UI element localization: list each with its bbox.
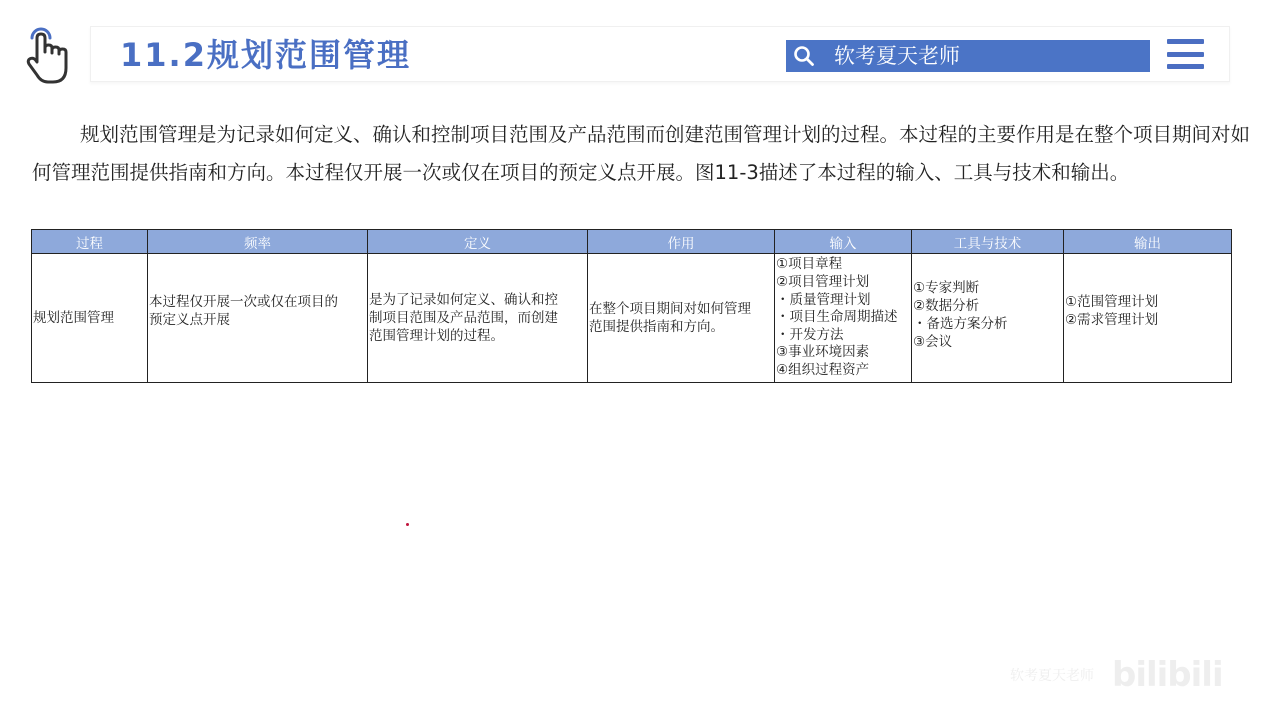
cell-text: 预定义点开展: [149, 312, 230, 328]
column-header-process: 过程: [32, 230, 148, 254]
column-header-frequency: 频率: [148, 230, 368, 254]
search-box[interactable]: [786, 40, 1150, 72]
cell-text: 范围提供指南和方向。: [589, 319, 724, 335]
pointing-hand-icon: [22, 24, 74, 86]
list-item: ①项目章程: [776, 256, 843, 273]
process-table: [31, 229, 1232, 383]
search-icon[interactable]: [792, 44, 816, 68]
column-header-definition: 定义: [368, 230, 588, 254]
menu-bar: [1167, 64, 1204, 69]
list-item: ②数据分析: [913, 298, 980, 314]
cell-definition: [368, 254, 588, 383]
cell-process: [32, 254, 148, 383]
table-row: [32, 254, 1232, 383]
table-header-row: [32, 230, 1232, 254]
cell-text: 是为了记录如何定义、确认和控: [369, 292, 558, 308]
cell-text: 本过程仅开展一次或仅在项目的: [149, 294, 338, 310]
watermark: [1010, 655, 1223, 695]
cell-outputs: [1064, 254, 1232, 383]
column-header-outputs: 输出: [1064, 230, 1232, 254]
bilibili-logo-icon: bilibili: [1112, 655, 1223, 695]
cell-text: 范围管理计划的过程。: [369, 328, 504, 344]
column-header-purpose: 作用: [588, 230, 775, 254]
list-item: ③会议: [913, 334, 953, 350]
cell-text: 在整个项目期间对如何管理: [589, 301, 751, 317]
list-item: ・开发方法: [776, 326, 844, 343]
search-text: 软考夏天老师: [834, 44, 960, 68]
list-item: ・质量管理计划: [776, 291, 871, 308]
list-item: ・备选方案分析: [913, 316, 1008, 332]
page-title: 11.2规划范围管理: [120, 36, 411, 74]
cell-inputs: [775, 254, 912, 383]
watermark-text: 软考夏天老师: [1010, 668, 1094, 684]
menu-bar: [1167, 52, 1204, 57]
list-item: ④组织过程资产: [776, 361, 870, 378]
list-item: ②项目管理计划: [776, 274, 870, 291]
cursor-dot: [406, 523, 409, 526]
list-item: ①专家判断: [913, 280, 980, 296]
list-item: ①范围管理计划: [1065, 294, 1159, 310]
list-item: ②需求管理计划: [1065, 312, 1159, 328]
cell-tools: [912, 254, 1064, 383]
cell-purpose: [588, 254, 775, 383]
column-header-tools: 工具与技术: [912, 230, 1064, 254]
intro-paragraph: 规划范围管理是为记录如何定义、确认和控制项目范围及产品范围而创建范围管理计划的过程。本过程的主要作用是在整个项目期间对如何管理范围提供指南和方向。本过程仅开展一次或仅在项目的预定义点开展。图11-3描述了本过程的输入、工具与技术和输出。: [32, 123, 1251, 184]
column-header-inputs: 输入: [775, 230, 912, 254]
hamburger-menu-icon[interactable]: [1167, 39, 1204, 69]
list-item: ③事业环境因素: [776, 344, 870, 361]
cell-frequency: [148, 254, 368, 383]
cell-text: 规划范围管理: [33, 310, 114, 326]
cell-text: 制项目范围及产品范围，而创建: [369, 310, 558, 326]
menu-bar: [1167, 39, 1204, 44]
list-item: ・项目生命周期描述: [776, 309, 898, 326]
